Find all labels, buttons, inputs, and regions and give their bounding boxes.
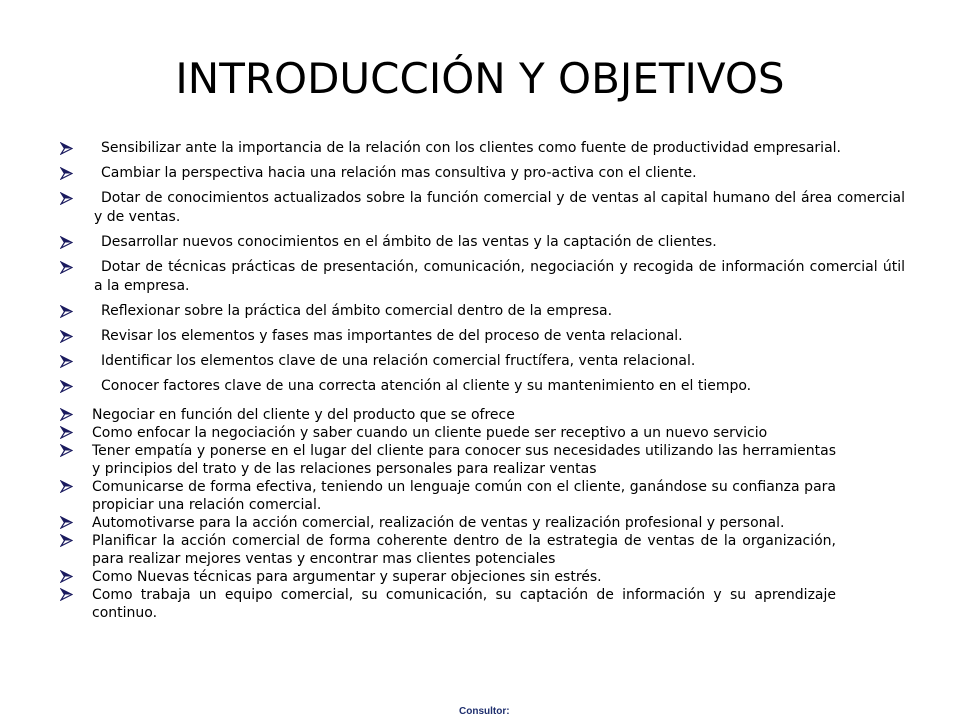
list-item-text: Identificar los elementos clave de una relación comercial fructífera, venta relacional. xyxy=(101,353,696,369)
list-item-text: Dotar de técnicas prácticas de presentación, comunicación, negociación y recogida de información comercial útil a la empresa. xyxy=(94,259,905,294)
list-item xyxy=(60,302,905,321)
list-item-text: Comunicarse de forma efectiva, teniendo un lenguaje común con el cliente, ganándose su confianza para propiciar una relación comercial. xyxy=(92,479,836,513)
list-item xyxy=(60,586,836,622)
arrowhead-bullet-icon xyxy=(60,236,73,249)
list-item xyxy=(60,139,905,158)
list-item xyxy=(60,164,905,183)
list-item-text: Como enfocar la negociación y saber cuando un cliente puede ser receptivo a un nuevo servicio xyxy=(92,425,768,441)
list-item xyxy=(60,406,836,424)
slide-title: INTRODUCCIÓN Y OBJETIVOS xyxy=(175,54,785,103)
arrowhead-bullet-icon xyxy=(60,516,73,529)
arrowhead-bullet-icon xyxy=(60,570,73,583)
arrowhead-bullet-icon xyxy=(60,480,73,493)
list-item xyxy=(60,568,836,586)
list-item-text: Planificar la acción comercial de forma coherente dentro de la estrategia de ventas de la organización, para realizar mejores ventas y encontrar mas clientes potenciales xyxy=(92,533,836,567)
arrowhead-bullet-icon xyxy=(60,534,73,547)
list-item xyxy=(60,442,836,478)
list-item-text: Como trabaja un equipo comercial, su comunicación, su captación de información y su aprendizaje continuo. xyxy=(92,587,836,621)
arrowhead-bullet-icon xyxy=(60,167,73,180)
footer-consultant-label: Consultor: xyxy=(459,706,510,717)
list-item-text: Cambiar la perspectiva hacia una relación mas consultiva y pro-activa con el cliente. xyxy=(101,165,697,181)
arrowhead-bullet-icon xyxy=(60,444,73,457)
list-item-text: Desarrollar nuevos conocimientos en el ámbito de las ventas y la captación de clientes. xyxy=(101,234,717,250)
list-item-text: Tener empatía y ponerse en el lugar del cliente para conocer sus necesidades utilizando las herramientas y principios del trato y de las relaciones personales para realizar ventas xyxy=(92,443,836,477)
objectives-list-primary xyxy=(60,139,905,402)
arrowhead-bullet-icon xyxy=(60,408,73,421)
arrowhead-bullet-icon xyxy=(60,142,73,155)
arrowhead-bullet-icon xyxy=(60,305,73,318)
list-item-text: Dotar de conocimientos actualizados sobre la función comercial y de ventas al capital humano del área comercial y de ventas. xyxy=(94,190,905,225)
objectives-list-secondary xyxy=(60,406,836,622)
list-item xyxy=(60,233,905,252)
arrowhead-bullet-icon xyxy=(60,588,73,601)
list-item xyxy=(60,352,905,371)
arrowhead-bullet-icon xyxy=(60,426,73,439)
list-item-text: Conocer factores clave de una correcta atención al cliente y su mantenimiento en el tiempo. xyxy=(101,378,752,394)
list-item-text: Reflexionar sobre la práctica del ámbito comercial dentro de la empresa. xyxy=(101,303,613,319)
arrowhead-bullet-icon xyxy=(60,380,73,393)
list-item xyxy=(60,189,905,227)
list-item xyxy=(60,532,836,568)
list-item-text: Negociar en función del cliente y del producto que se ofrece xyxy=(92,407,515,423)
list-item xyxy=(60,514,836,532)
list-item-text: Sensibilizar ante la importancia de la relación con los clientes como fuente de productividad empresarial. xyxy=(101,140,841,156)
arrowhead-bullet-icon xyxy=(60,355,73,368)
arrowhead-bullet-icon xyxy=(60,192,73,205)
arrowhead-bullet-icon xyxy=(60,261,73,274)
list-item-text: Como Nuevas técnicas para argumentar y superar objeciones sin estrés. xyxy=(92,569,602,585)
list-item xyxy=(60,424,836,442)
list-item xyxy=(60,327,905,346)
arrowhead-bullet-icon xyxy=(60,330,73,343)
list-item xyxy=(60,377,905,396)
list-item-text: Automotivarse para la acción comercial, realización de ventas y realización profesional y personal. xyxy=(92,515,785,531)
list-item xyxy=(60,478,836,514)
list-item xyxy=(60,258,905,296)
list-item-text: Revisar los elementos y fases mas importantes de del proceso de venta relacional. xyxy=(101,328,683,344)
